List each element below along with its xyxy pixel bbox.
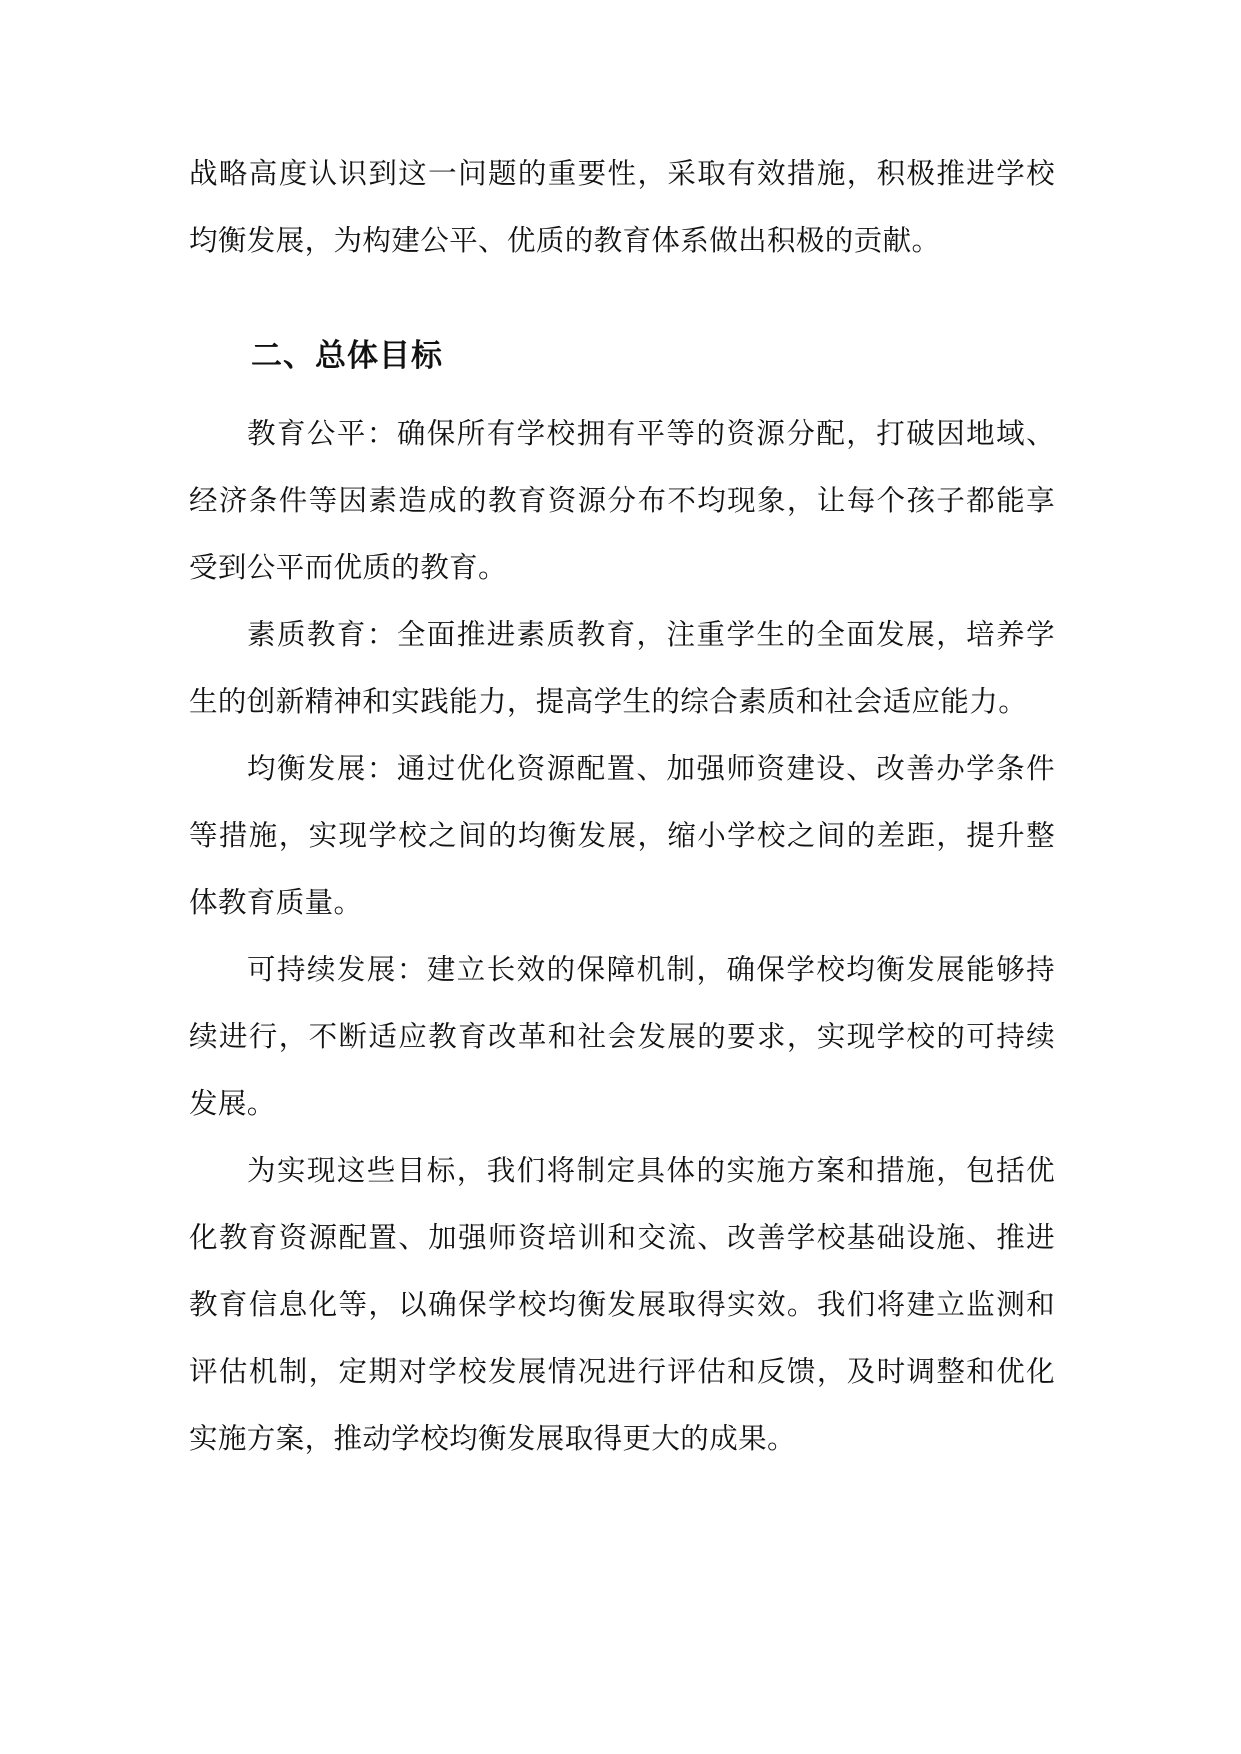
paragraph-implementation-plan: 为实现这些目标，我们将制定具体的实施方案和措施，包括优化教育资源配置、加强师资培训和交流、改善学校基础设施、推进教育信息化等，以确保学校均衡发展取得实效。我们将建立监测和评估机制，定期对学校发展情况进行评估和反馈，及时调整和优化实施方案，推动学校均衡发展取得更大的成果。: [189, 1154, 1055, 1455]
section-heading: 二、总体目标: [251, 338, 443, 374]
paragraph-education-equity: 教育公平：确保所有学校拥有平等的资源分配，打破因地域、经济条件等因素造成的教育资源分布不均现象，让每个孩子都能享受到公平而优质的教育。: [189, 417, 1055, 584]
document-body: [189, 140, 1055, 1472]
lead-paragraph: 战略高度认识到这一问题的重要性，采取有效措施，积极推进学校均衡发展，为构建公平、优质的教育体系做出积极的贡献。: [189, 157, 1055, 257]
paragraph-quality-education: 素质教育：全面推进素质教育，注重学生的全面发展，培养学生的创新精神和实践能力，提高学生的综合素质和社会适应能力。: [189, 618, 1055, 718]
paragraph-balanced-development: 均衡发展：通过优化资源配置、加强师资建设、改善办学条件等措施，实现学校之间的均衡发展，缩小学校之间的差距，提升整体教育质量。: [189, 752, 1055, 919]
paragraph-sustainable-development: 可持续发展：建立长效的保障机制，确保学校均衡发展能够持续进行，不断适应教育改革和社会发展的要求，实现学校的可持续发展。: [189, 953, 1055, 1120]
